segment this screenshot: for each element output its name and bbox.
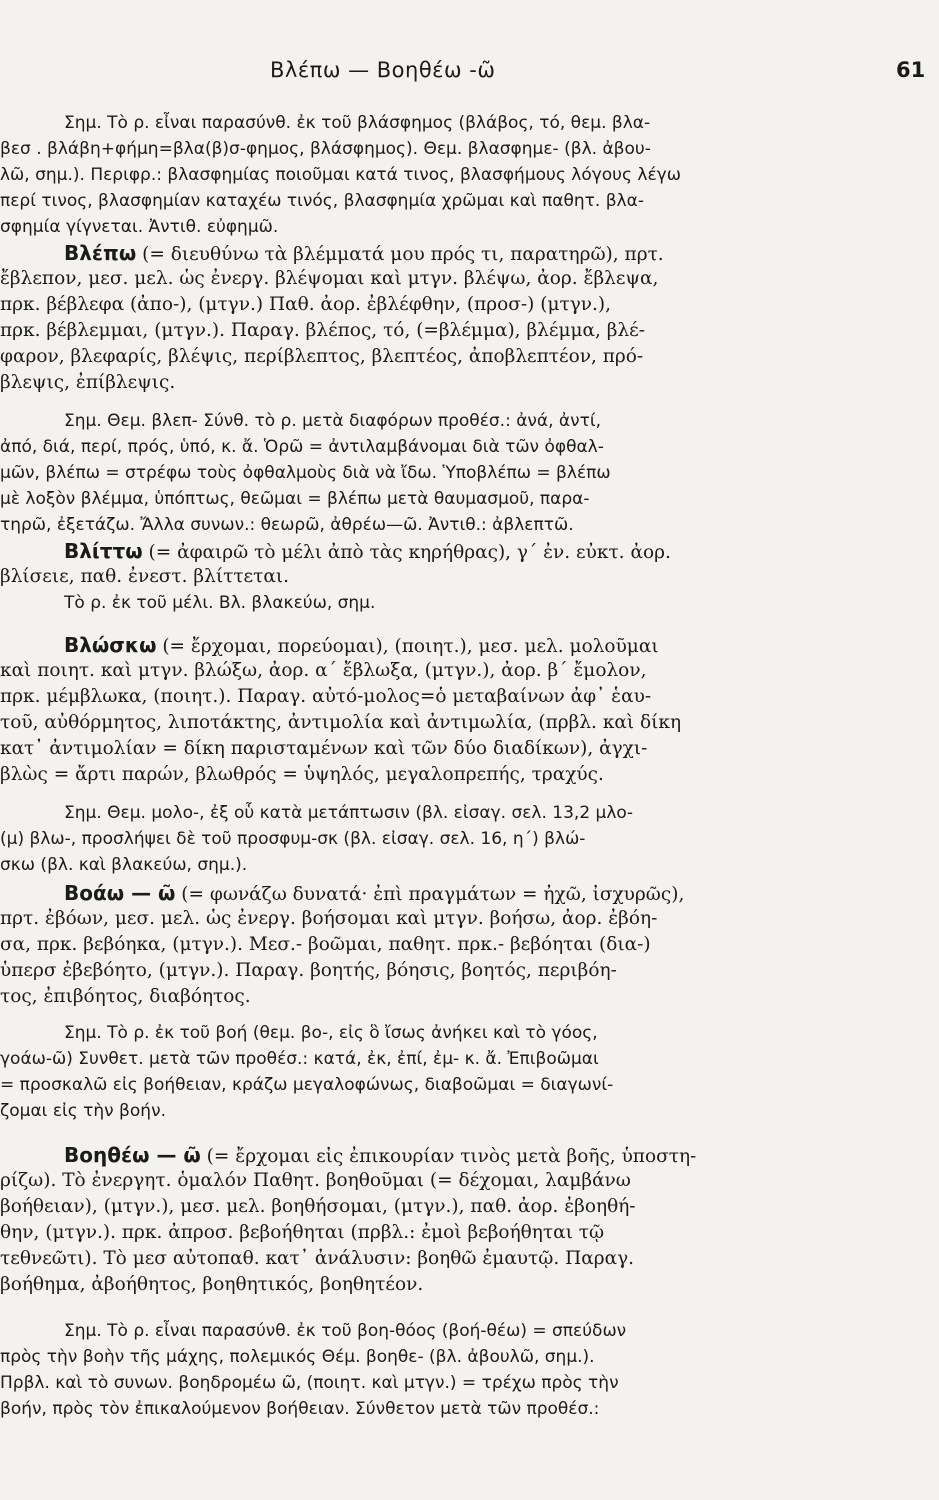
line-text: (μ) βλω-, προσλήψει δὲ τοῦ προσφυμ-σκ (βλ. εἰσαγ. σελ. 16, η΄) βλώ- bbox=[0, 829, 586, 849]
text-line bbox=[64, 590, 375, 616]
line-text: πρκ. μέμβλωκα, (ποιητ.). Παραγ. αὐτό-μολος=ὁ μεταβαίνων ἀφ᾿ ἑαυ- bbox=[0, 686, 652, 707]
text-line bbox=[0, 658, 646, 684]
text-line bbox=[0, 136, 651, 162]
line-text: σα, πρκ. βεβόηκα, (μτγν.). Μεσ.- βοῶμαι, παθητ. πρκ.- βεβόηται (δια-) bbox=[0, 934, 651, 955]
line-text: ὑπερσ ἐβεβόητο, (μτγν.). Παραγ. βοητής, βόησις, βοητός, περιβόη- bbox=[0, 960, 617, 981]
line-text: (= φωνάζω δυνατά· ἐπὶ πραγμάτων = ἠχῶ, ἰσχυρῶς), bbox=[175, 884, 685, 905]
text-line bbox=[0, 318, 645, 344]
line-text: Σημ. Τὸ ρ. ἐκ τοῦ βοή (θεμ. βο-, εἰς ὃ ἴσως ἀνήκει καὶ τὸ γόος, bbox=[64, 1023, 598, 1043]
text-line bbox=[64, 538, 671, 564]
text-line bbox=[64, 240, 664, 266]
text-line bbox=[0, 762, 604, 788]
text-line bbox=[0, 162, 681, 188]
text-line bbox=[0, 1220, 604, 1246]
text-line bbox=[0, 214, 278, 240]
line-text: Πρβλ. καὶ τὸ συνων. βοηδρομέω ῶ, (ποιητ. καὶ μτγν.) = τρέχω πρὸς τὴν bbox=[0, 1373, 619, 1393]
line-text: βοήν, πρὸς τὸν ἐπικαλούμενον βοήθειαν. Σύνθετον μετὰ τῶν προθέσ.: bbox=[0, 1399, 600, 1419]
text-line bbox=[64, 110, 650, 136]
headword: Βλίττω bbox=[64, 539, 143, 563]
line-text: βοήθημα, ἀβοήθητος, βοηθητικός, βοηθητέον. bbox=[0, 1274, 424, 1295]
text-line bbox=[0, 1168, 631, 1194]
line-text: ζομαι εἰς τὴν βοήν. bbox=[0, 1101, 166, 1121]
line-text: κατ᾿ ἀντιμολίαν = δίκη παρισταμένων καὶ τῶν δύο διαδίκων), ἀγχι- bbox=[0, 738, 648, 759]
running-header bbox=[0, 58, 939, 88]
text-line bbox=[0, 292, 611, 318]
text-line bbox=[0, 460, 611, 486]
line-text: (= ἔρχομαι εἰς ἐπικουρίαν τινὸς μετὰ βοῆς, ὑποστη- bbox=[200, 1146, 697, 1167]
line-text: (= διευθύνω τὰ βλέμματά μου πρός τι, παρατηρῶ), πρτ. bbox=[136, 244, 664, 265]
text-line bbox=[0, 370, 175, 396]
line-text: τεθνεῶτι). Τὸ μεσ αὐτοπαθ. κατ᾿ ἀνάλυσιν: βοηθῶ ἐμαυτῷ. Παραγ. bbox=[0, 1248, 635, 1269]
text-line bbox=[0, 266, 658, 292]
line-text: βλίσειε, παθ. ἐνεστ. βλίττεται. bbox=[0, 566, 290, 587]
text-line bbox=[0, 684, 651, 710]
text-line bbox=[0, 906, 657, 932]
line-text: Σημ. Τὸ ρ. εἶναι παρασύνθ. ἐκ τοῦ βλάσφημος (βλάβος, τό, θεμ. βλα- bbox=[64, 113, 651, 133]
line-text: βοήθειαν), (μτγν.), μεσ. μελ. βοηθήσομαι, (μτγν.), παθ. ἀορ. ἐβοηθή- bbox=[0, 1196, 636, 1217]
line-text: τος, ἐπιβόητος, διαβόητος. bbox=[0, 986, 251, 1007]
text-line bbox=[64, 800, 633, 826]
text-line bbox=[0, 1098, 166, 1124]
line-text: γοάω-ῶ) Συνθετ. μετὰ τῶν προθέσ.: κατά, ἐκ, ἐπί, ἐμ- κ. ἄ. Ἐπιβοῶμαι bbox=[0, 1049, 599, 1069]
line-text: ἔβλεπον, μεσ. μελ. ὡς ἐνεργ. βλέψομαι καὶ μτγν. βλέψω, ἀορ. ἔβλεψα, bbox=[0, 268, 659, 289]
line-text: πρὸς τὴν βοὴν τῆς μάχης, πολεμικός Θέμ. βοηθε- (βλ. ἀβουλῶ, σημ.). bbox=[0, 1347, 595, 1367]
headword: Βοηθέω — ῶ bbox=[64, 1143, 201, 1167]
text-line bbox=[64, 880, 684, 906]
line-text: βλὼς = ἄρτι παρών, βλωθρός = ὑψηλός, μεγαλοπρεπής, τραχύς. bbox=[0, 764, 604, 785]
line-text: ἀπό, διά, περί, πρός, ὑπό, κ. ἄ. Ὁρῶ = ἀντιλαμβάνομαι διὰ τῶν ὀφθαλ- bbox=[0, 437, 604, 457]
headword: Βοάω — ῶ bbox=[64, 881, 176, 905]
page-number: 61 bbox=[896, 58, 926, 82]
line-text: πρκ. βέβλεφα (ἀπο-), (μτγν.) Παθ. ἀορ. ἐβλέφθην, (προσ-) (μτγν.), bbox=[0, 294, 611, 315]
line-text: βλεψις, ἐπίβλεψις. bbox=[0, 372, 176, 393]
line-text: τοῦ, αὐθόρμητος, λιποτάκτης, ἀντιμολία καὶ ἀντιμωλία, (πρβλ. καὶ δίκη bbox=[0, 712, 682, 733]
line-text: (= ἔρχομαι, πορεύομαι), (ποιητ.), μεσ. μελ. μολοῦμαι bbox=[156, 636, 659, 657]
line-text: βεσ . βλάβη+φήμη=βλα(β)σ-φημος, βλάσφημος). Θεμ. βλασφημε- (βλ. ἀβου- bbox=[0, 139, 651, 159]
header-title: Βλέπω — Βοηθέω -ῶ bbox=[270, 58, 496, 82]
text-line bbox=[0, 564, 289, 590]
text-line bbox=[0, 852, 247, 878]
line-text: λῶ, σημ.). Περιφρ.: βλασφημίας ποιοῦμαι κατά τινος, βλασφήμους λόγους λέγω bbox=[0, 165, 681, 185]
headword: Βλώσκω bbox=[64, 633, 157, 657]
text-line bbox=[0, 512, 574, 538]
text-line bbox=[0, 736, 647, 762]
line-text: Σημ. Θεμ. βλεπ- Σύνθ. τὸ ρ. μετὰ διαφόρων προθέσ.: ἀνά, ἀντί, bbox=[64, 411, 602, 431]
line-text: Τὸ ρ. ἐκ τοῦ μέλι. Βλ. βλακεύω, σημ. bbox=[64, 593, 376, 613]
text-line bbox=[64, 1142, 696, 1168]
text-line bbox=[64, 408, 601, 434]
text-line bbox=[0, 1370, 619, 1396]
line-text: Σημ. Τὸ ρ. εἶναι παρασύνθ. ἐκ τοῦ βοη-θόος (βοή-θέω) = σπεύδων bbox=[64, 1321, 627, 1341]
text-line bbox=[0, 1072, 613, 1098]
line-text: πρτ. ἐβόων, μεσ. μελ. ὡς ἐνεργ. βοήσομαι καὶ μτγν. βοήσω, ἀορ. ἐβόη- bbox=[0, 908, 658, 929]
text-line bbox=[0, 1246, 634, 1272]
line-text: μῶν, βλέπω = στρέφω τοὺς ὀφθαλμοὺς διὰ νὰ ἴδω. Ὑποβλέπω = βλέπω bbox=[0, 463, 611, 483]
text-line bbox=[0, 344, 643, 370]
line-text: θην, (μτγν.). πρκ. ἀπροσ. βεβοήθηται (πρβλ.: ἐμοὶ βεβοήθηται τῷ bbox=[0, 1222, 605, 1243]
text-line bbox=[0, 486, 590, 512]
text-line bbox=[64, 1020, 598, 1046]
text-line bbox=[64, 1318, 626, 1344]
line-text: ρίζω). Τὸ ἐνεργητ. ὁμαλόν Παθητ. βοηθοῦμαι (= δέχομαι, λαμβάνω bbox=[0, 1170, 631, 1191]
line-text: (= ἀφαιρῶ τὸ μέλι ἀπὸ τὰς κηρήθρας), γ΄ ἐν. εὐκτ. ἀορ. bbox=[142, 542, 671, 563]
text-line bbox=[0, 932, 651, 958]
line-text: πρκ. βέβλεμμαι, (μτγν.). Παραγ. βλέπος, τό, (=βλέμμα), βλέμμα, βλέ- bbox=[0, 320, 646, 341]
text-line bbox=[0, 1272, 423, 1298]
text-line bbox=[0, 1396, 599, 1422]
line-text: σφημία γίγνεται. Ἀντιθ. εὐφημῶ. bbox=[0, 217, 279, 237]
line-text: = προσκαλῶ εἰς βοήθειαν, κράζω μεγαλοφώνως, διαβοῶμαι = διαγωνί- bbox=[0, 1075, 614, 1095]
text-line bbox=[0, 710, 681, 736]
text-line bbox=[0, 188, 644, 214]
line-text: σκω (βλ. καὶ βλακεύω, σημ.). bbox=[0, 855, 248, 875]
line-text: μὲ λοξὸν βλέμμα, ὑπόπτως, θεῶμαι = βλέπω μετὰ θαυμασμοῦ, παρα- bbox=[0, 489, 590, 509]
text-line bbox=[0, 1344, 595, 1370]
line-text: περί τινος, βλασφημίαν καταχέω τινός, βλασφημία χρῶμαι καὶ παθητ. βλα- bbox=[0, 191, 644, 211]
text-line bbox=[0, 984, 251, 1010]
text-line bbox=[0, 1046, 599, 1072]
line-text: Σημ. Θεμ. μολο-, ἐξ οὗ κατὰ μετάπτωσιν (βλ. εἰσαγ. σελ. 13,2 μλο- bbox=[64, 803, 633, 823]
line-text: καὶ ποιητ. καὶ μτγν. βλώξω, ἀορ. α΄ ἔβλωξα, (μτγν.), ἀορ. β΄ ἔμολον, bbox=[0, 660, 647, 681]
text-line bbox=[0, 826, 585, 852]
text-line bbox=[0, 1194, 636, 1220]
text-line bbox=[0, 434, 604, 460]
text-line bbox=[64, 632, 659, 658]
headword: Βλέπω bbox=[64, 241, 137, 265]
line-text: τηρῶ, ἐξετάζω. Ἄλλα συνων.: θεωρῶ, ἀθρέω—ῶ. Ἀντιθ.: ἀβλεπτῶ. bbox=[0, 515, 574, 535]
text-line bbox=[0, 958, 617, 984]
line-text: φαρον, βλεφαρίς, βλέψις, περίβλεπτος, βλεπτέος, ἀποβλεπτέον, πρό- bbox=[0, 346, 644, 367]
